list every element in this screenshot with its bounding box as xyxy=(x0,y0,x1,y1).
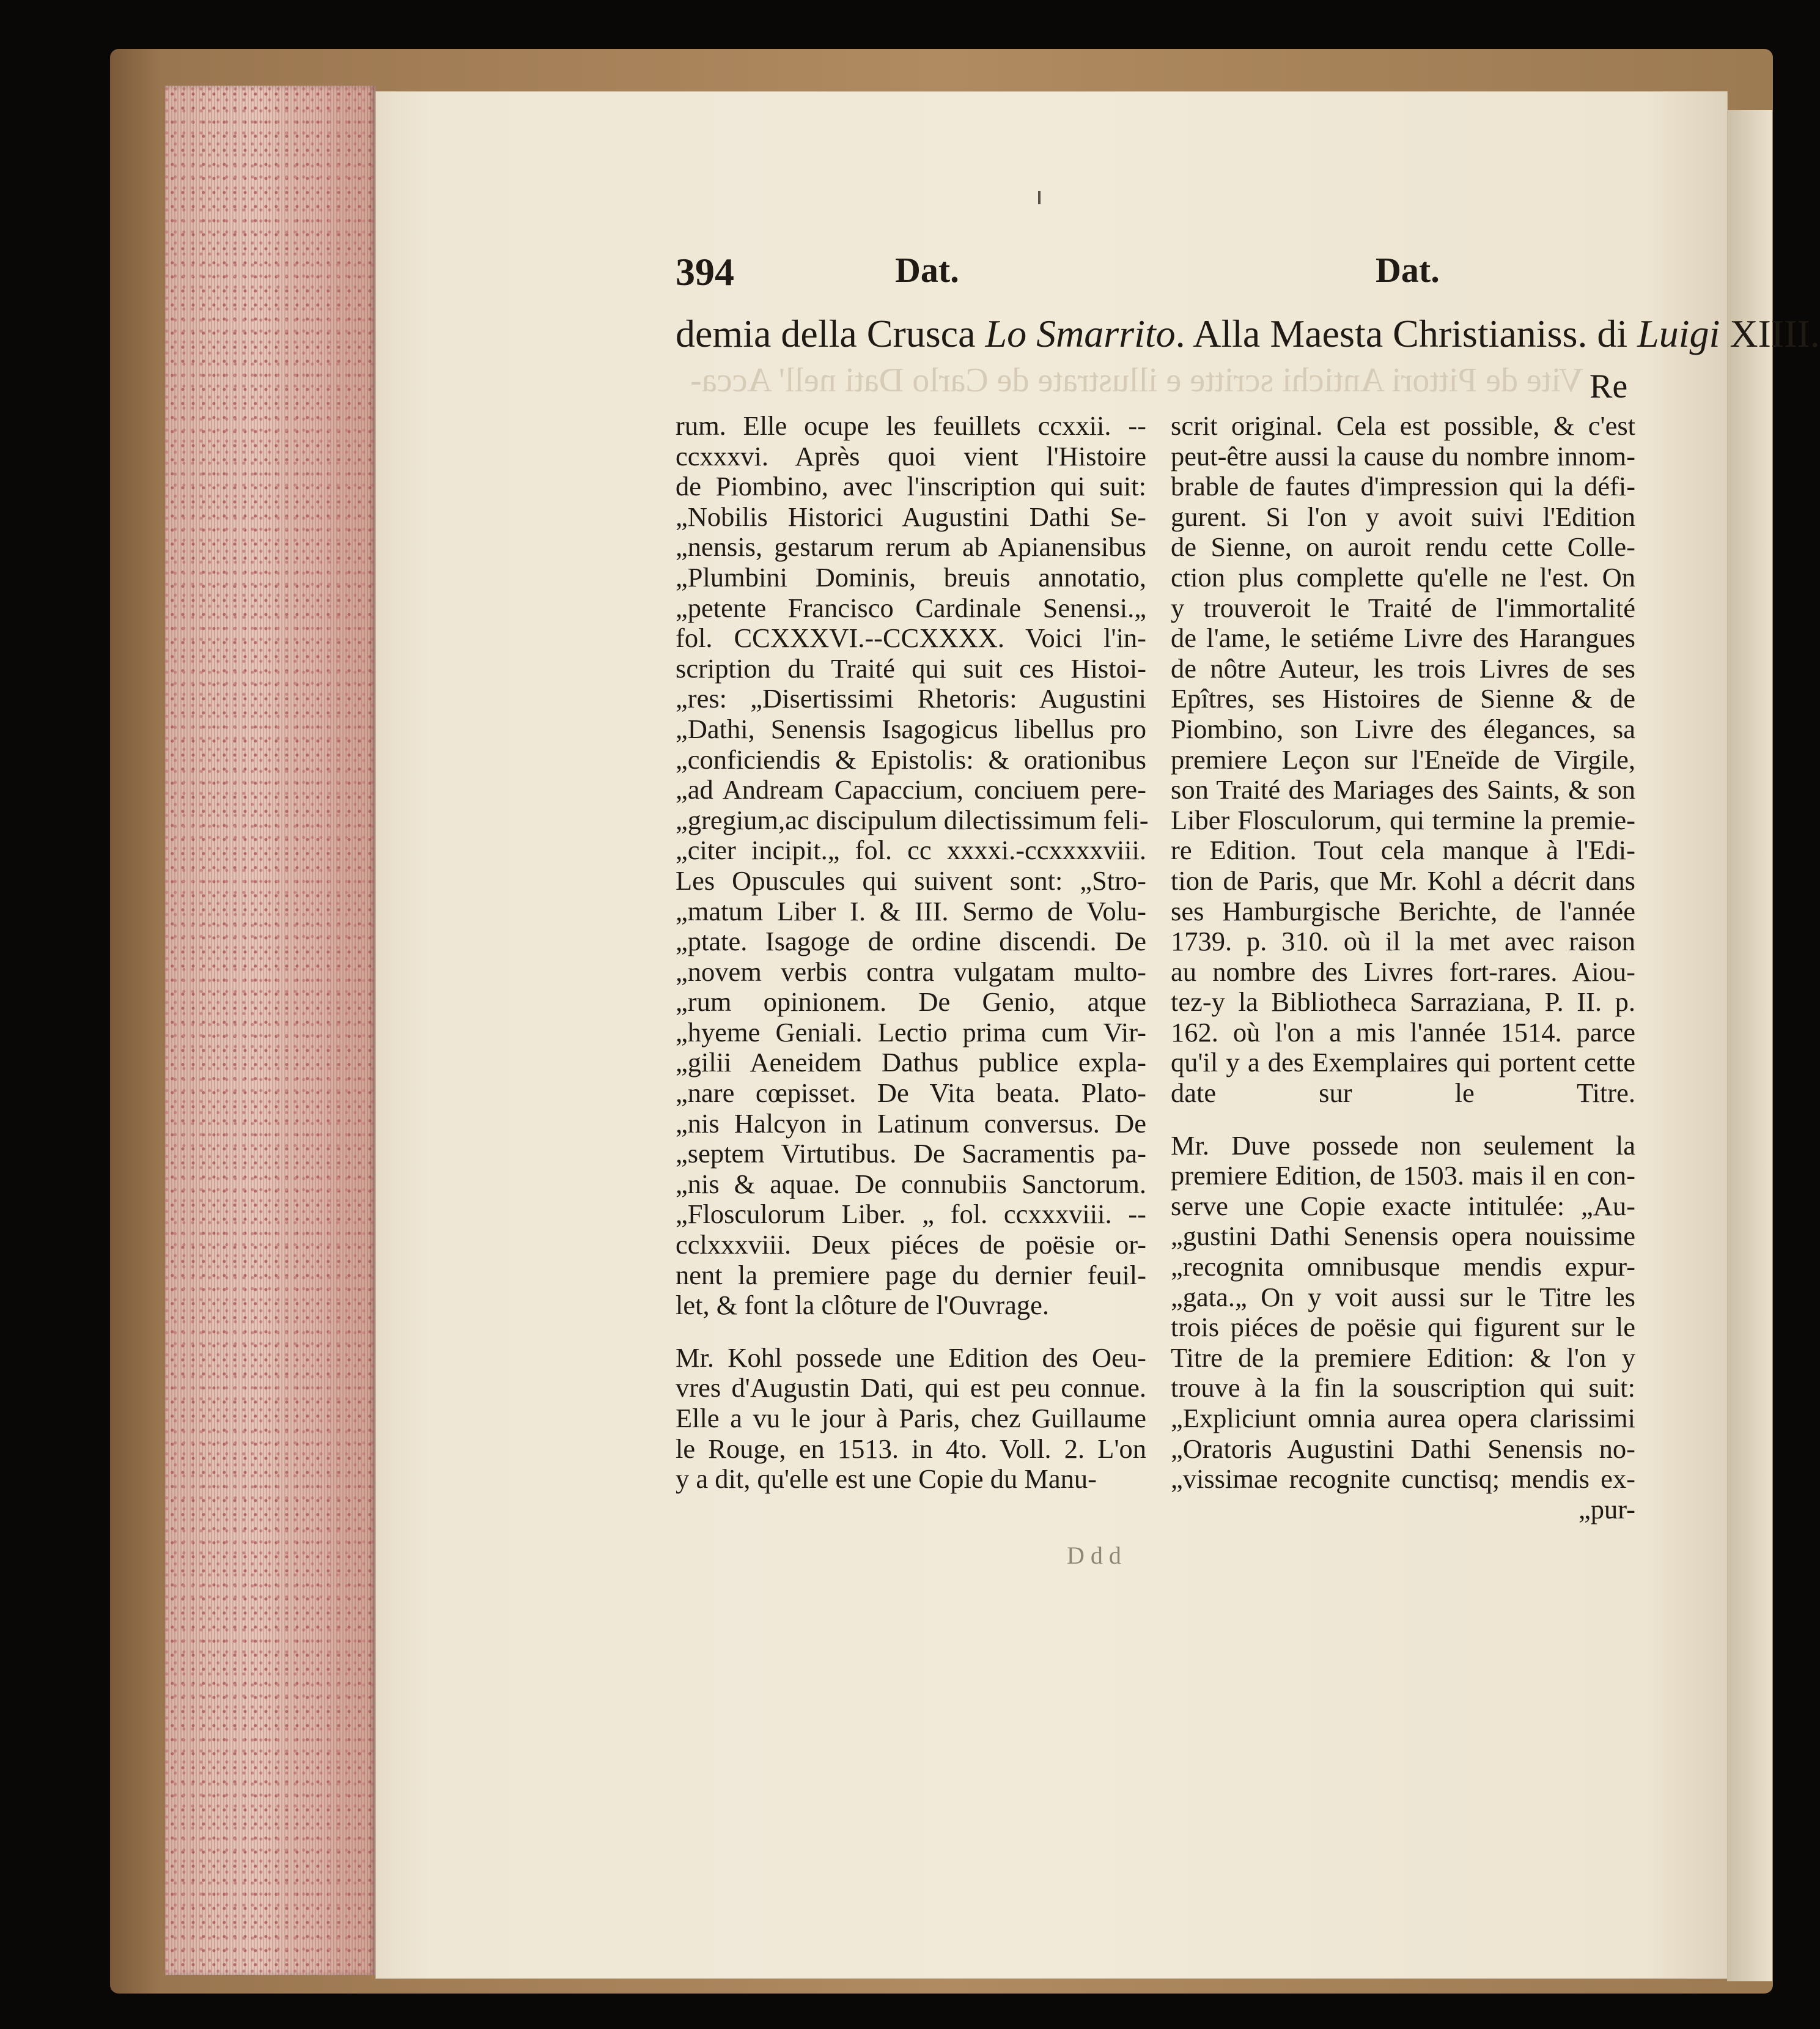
text-line: 1739. p. 310. où il la met avec raison xyxy=(1171,926,1635,957)
text-line: „petente Francisco Cardinale Senensi.„ xyxy=(676,592,1146,623)
page-fore-edge xyxy=(165,86,376,1975)
catchword-bottom: „pur- xyxy=(1579,1493,1635,1525)
text-line: vres d'Augustin Dati, qui est peu connue. xyxy=(676,1372,1146,1403)
text-line: Epîtres, ses Histoires de Sienne & de xyxy=(1171,683,1635,714)
text-line: „hyeme Geniali. Lectio prima cum Vir- xyxy=(676,1016,1146,1048)
text-line: „conficiendis & Epistolis: & orationibus xyxy=(676,744,1146,775)
page-number: 394 xyxy=(676,250,734,294)
text-line: „nis Halcyon in Latinum conversus. De xyxy=(676,1107,1146,1139)
show-through-text: Vite de Pittori Antichi scritte e illustrate de Carlo Dati nell' Acca- xyxy=(690,361,1583,399)
text-line: „Plumbini Dominis, breuis annotatio, xyxy=(676,561,1146,593)
text-line: y trouveroit le Traité de l'immortalité xyxy=(1171,592,1635,623)
text-line: Titre de la premiere Edition: & l'on y xyxy=(1171,1342,1635,1373)
text-line: „ad Andream Capaccium, conciuem pere- xyxy=(676,774,1146,805)
text-line: „ptate. Isagoge de ordine discendi. De xyxy=(676,926,1146,957)
text-line: brable de fautes d'impression qui la défi- xyxy=(1171,471,1635,502)
text-line: re Edition. Tout cela manque à l'Edi- xyxy=(1171,835,1635,866)
text-line: ction plus complette qu'elle ne l'est. On xyxy=(1171,561,1635,593)
text-line: de Sienne, on auroit rendu cette Colle- xyxy=(1171,531,1635,563)
text-line: „Expliciunt omnia aurea opera clarissimi xyxy=(1171,1403,1635,1433)
text-line: qu'il y a des Exemplaires qui portent cette xyxy=(1171,1047,1635,1078)
text-line: „novem verbis contra vulgatam multo- xyxy=(676,956,1146,987)
title-part4: Luigi xyxy=(1637,312,1720,355)
running-head-right: Dat. xyxy=(1376,250,1440,290)
text-line: premiere Edition, de 1503. mais il en con- xyxy=(1171,1160,1635,1191)
text-line: „res: „Disertissimi Rhetoris: Augustini xyxy=(676,683,1146,714)
text-line: ses Hamburgische Berichte, de l'année xyxy=(1171,895,1635,926)
left-column xyxy=(676,410,1149,1495)
running-head-left: Dat. xyxy=(895,250,959,290)
text-line: rum. Elle ocupe les feuillets ccxxii. -- xyxy=(676,410,1146,441)
text-line: trois piéces de poësie qui figurent sur le xyxy=(1171,1312,1635,1343)
text-line: scrit original. Cela est possible, & c'est xyxy=(1171,410,1635,441)
facing-page-edge xyxy=(1727,110,1772,1981)
text-line: de l'ame, le setiéme Livre des Harangues xyxy=(1171,623,1635,654)
text-line: „nis & aquae. De connubiis Sanctorum. xyxy=(676,1168,1146,1199)
text-line: de nôtre Auteur, les trois Livres de ses xyxy=(1171,652,1635,684)
text-line: „rum opinionem. De Genio, atque xyxy=(676,986,1146,1018)
paragraph-gap xyxy=(1171,1109,1635,1131)
text-line: let, & font la clôture de l'Ouvrage. xyxy=(676,1290,1050,1321)
text-line: „Oratoris Augustini Dathi Senensis no- xyxy=(1171,1433,1635,1464)
text-line: Liber Flosculorum, qui termine la premie- xyxy=(1171,804,1635,835)
text-line: „Dathi, Senensis Isagogicus libellus pro xyxy=(676,713,1146,744)
signature-mark: D d d xyxy=(1067,1542,1121,1569)
text-line: „matum Liber I. & III. Sermo de Volu- xyxy=(676,895,1146,926)
title-part1: demia della Crusca xyxy=(676,312,986,355)
text-line: „Flosculorum Liber. „ fol. ccxxxviii. -- xyxy=(676,1199,1146,1230)
text-line: fol. CCXXXVI.--CCXXXX. Voici l'in- xyxy=(676,623,1146,654)
text-line: serve une Copie exacte intitulée: „Au- xyxy=(1171,1190,1635,1221)
text-line: nent la premiere page du dernier feuil- xyxy=(676,1259,1146,1290)
title-part2: Lo Smarrito xyxy=(985,312,1176,355)
title-part5: XIIII. xyxy=(1720,312,1820,355)
text-line: Mr. Duve possede non seulement la xyxy=(1171,1129,1635,1161)
text-line: gurent. Si l'on y avoit suivi l'Edition xyxy=(1171,501,1635,532)
text-line: 162. où l'on a mis l'année 1514. parce xyxy=(1171,1016,1635,1048)
text-line: Les Opuscules qui suivent sont: „Stro- xyxy=(676,865,1146,896)
text-line: de Piombino, avec l'inscription qui suit: xyxy=(676,471,1146,502)
text-line: „nare cœpisset. De Vita beata. Plato- xyxy=(676,1077,1146,1109)
text-line: Elle a vu le jour à Paris, chez Guillaume xyxy=(676,1403,1146,1433)
text-line: le Rouge, en 1513. in 4to. Voll. 2. L'on xyxy=(676,1433,1146,1464)
catchword-top: Re xyxy=(1590,368,1628,405)
gutter-mark xyxy=(1038,191,1041,204)
text-line: cclxxxviii. Deux piéces de poësie or- xyxy=(676,1229,1146,1260)
text-line: y a dit, qu'elle est une Copie du Manu- xyxy=(676,1463,1097,1495)
paragraph-gap xyxy=(676,1321,1146,1343)
text-line: „citer incipit.„ fol. cc xxxxi.-ccxxxxviii. xyxy=(676,835,1146,866)
text-line: tion de Paris, que Mr. Kohl a décrit dans xyxy=(1171,865,1635,896)
text-line: scription du Traité qui suit ces Histoi- xyxy=(676,652,1146,684)
text-line: peut-être aussi la cause du nombre innom- xyxy=(1171,440,1635,471)
text-line: date sur le Titre. xyxy=(1171,1077,1635,1109)
text-line: Mr. Kohl possede une Edition des Oeu- xyxy=(676,1342,1146,1373)
right-column xyxy=(1171,411,1635,1525)
text-line: ccxxxvi. Après quoi vient l'Histoire xyxy=(676,440,1146,471)
text-line: „Nobilis Historici Augustini Dathi Se- xyxy=(676,501,1146,532)
text-line: Piombino, son Livre des élegances, sa xyxy=(1171,713,1635,744)
text-line: „vissimae recognite cunctisq; mendis ex- xyxy=(1171,1463,1635,1495)
text-line: „nensis, gestarum rerum ab Apianensibus xyxy=(676,531,1146,563)
text-line: „recognita omnibusque mendis expur- xyxy=(1171,1251,1635,1282)
text-line: „gustini Dathi Senensis opera nouissime xyxy=(1171,1221,1635,1252)
text-line: „septem Virtutibus. De Sacramentis pa- xyxy=(676,1138,1146,1169)
text-line: „gata.„ On y voit aussi sur le Titre les xyxy=(1171,1281,1635,1312)
text-line: premiere Leçon sur l'Eneïde de Virgile, xyxy=(1171,744,1635,775)
text-line: son Traité des Mariages des Saints, & son xyxy=(1171,774,1635,805)
text-line: trouve à la fin la souscription qui suit: xyxy=(1171,1372,1635,1403)
text-line: „gregium,ac discipulum dilectissimum feli- xyxy=(676,804,1149,835)
text-line: au nombre des Livres fort-rares. Aiou- xyxy=(1171,956,1635,987)
title-line xyxy=(676,309,1820,358)
text-line: tez-y la Bibliotheca Sarraziana, P. II. p. xyxy=(1171,986,1635,1018)
title-part3: . Alla Maesta Christianiss. di xyxy=(1175,312,1638,355)
text-line: „gilii Aeneidem Dathus publice expla- xyxy=(676,1047,1146,1078)
